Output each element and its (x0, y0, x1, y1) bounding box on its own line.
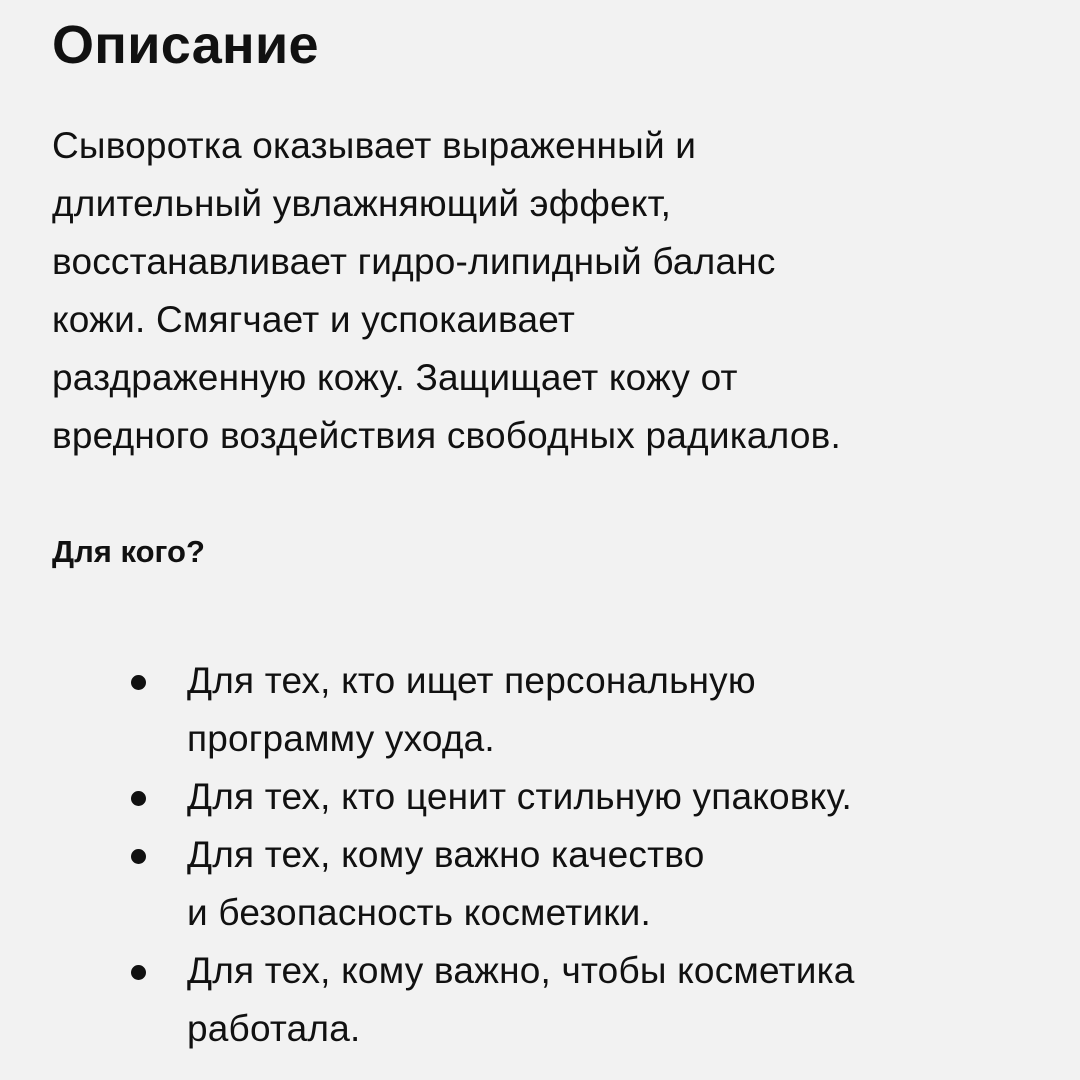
audience-list (0, 652, 1080, 1058)
list-item (0, 768, 1080, 826)
list-item-line: Для тех, кому важно, чтобы косметика (187, 950, 855, 991)
description-line: раздраженную кожу. Защищает кожу от (52, 357, 738, 398)
description-line: восстанавливает гидро-липидный баланс (52, 241, 776, 282)
list-item (0, 826, 1080, 942)
bullet-dot-icon (131, 965, 146, 980)
page-title: Описание (52, 15, 319, 75)
list-item-line: программу ухода. (187, 718, 495, 759)
description-line: Сыворотка оказывает выраженный и (52, 125, 697, 166)
list-item (0, 652, 1080, 768)
description-paragraph (52, 117, 1062, 465)
bullet-dot-icon (131, 791, 146, 806)
list-item-line: работала. (187, 1008, 361, 1049)
bullet-dot-icon (131, 675, 146, 690)
audience-heading: Для кого? (52, 534, 205, 569)
description-line: кожи. Смягчает и успокаивает (52, 299, 575, 340)
list-item (0, 942, 1080, 1058)
list-item-line: Для тех, кто ценит стильную упаковку. (187, 776, 852, 817)
list-item-line: Для тех, кому важно качество (187, 834, 705, 875)
description-line: длительный увлажняющий эффект, (52, 183, 672, 224)
bullet-dot-icon (131, 849, 146, 864)
description-line: вредного воздействия свободных радикалов. (52, 415, 841, 456)
list-item-line: Для тех, кто ищет персональную (187, 660, 756, 701)
list-item-line: и безопасность косметики. (187, 892, 651, 933)
